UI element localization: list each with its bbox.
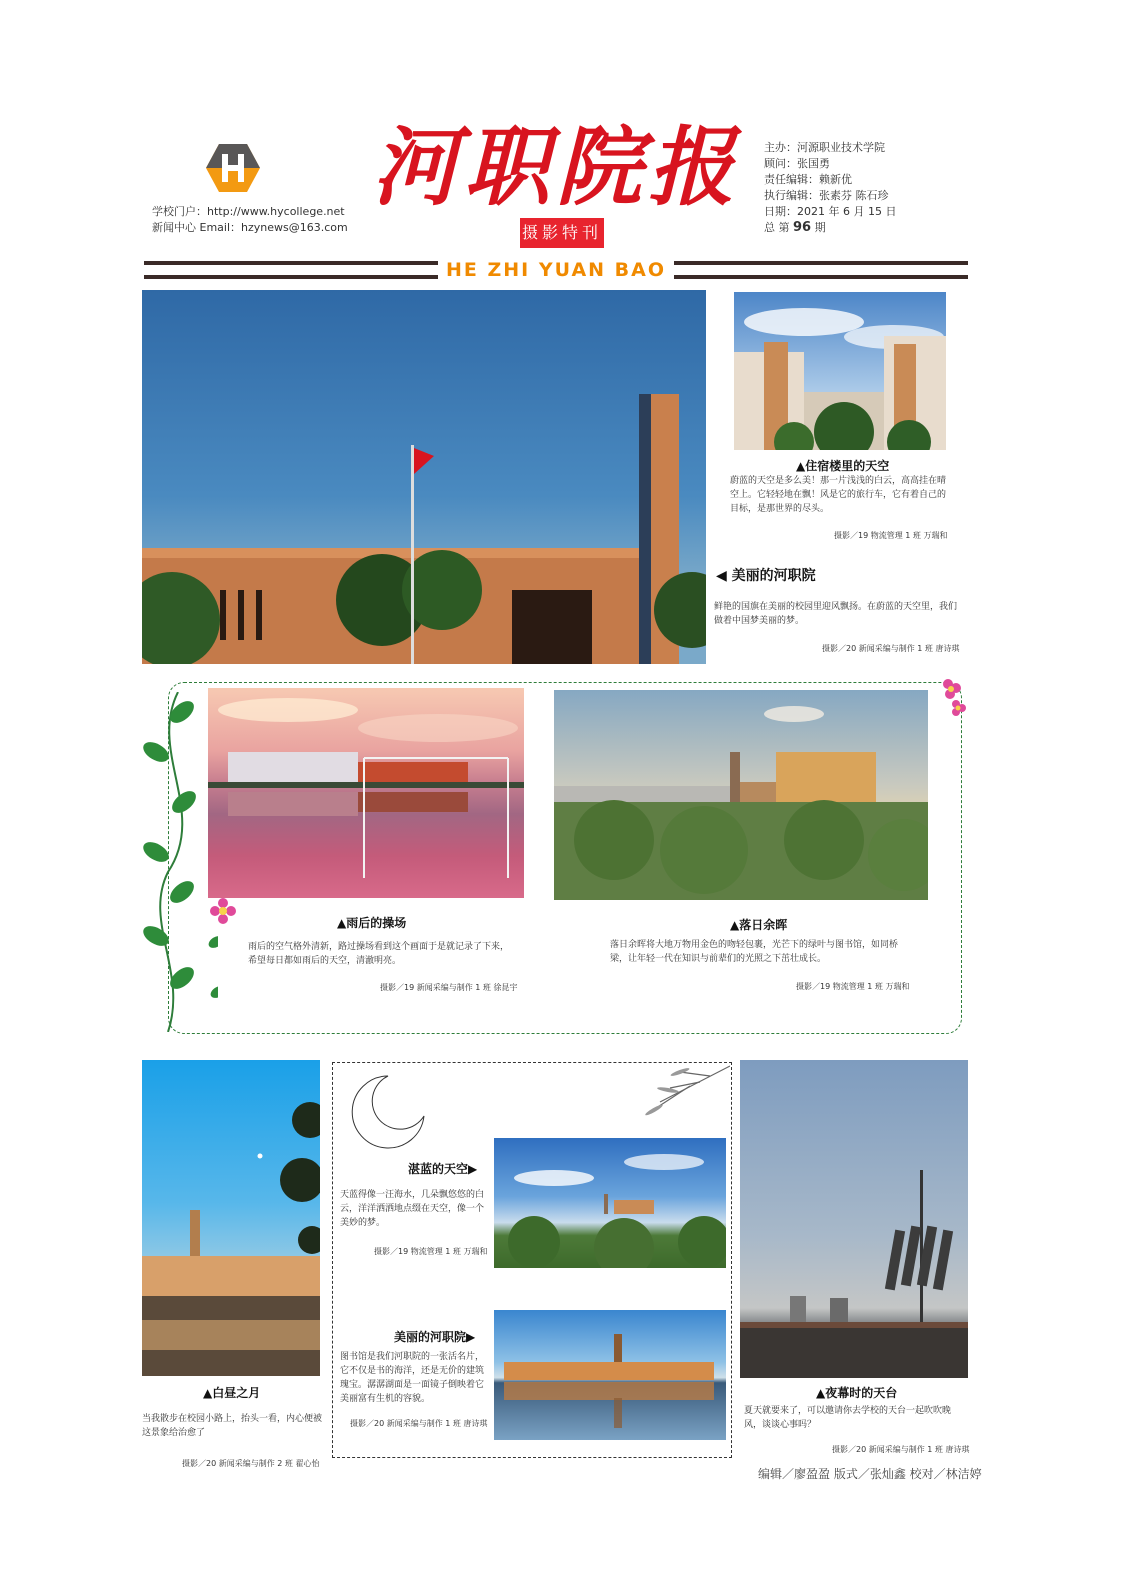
bamboo-decoration (640, 1062, 730, 1126)
school-portal: 学校门户：http://www.hycollege.net (152, 205, 345, 218)
vine-decoration (138, 692, 218, 1032)
moon-text: 当我散步在校园小路上，抬头一看，内心便被这景象给治愈了 (142, 1414, 323, 1438)
photo-daytime-moon (142, 1060, 320, 1376)
banner-bar (144, 258, 968, 282)
info-issue (764, 220, 896, 236)
flower-left-icon (210, 898, 236, 924)
blue-sky-text: 天蓝得像一汪海水，几朵飘悠悠的白云，洋洋洒洒地点缀在天空，像一个美妙的梦。 (340, 1190, 485, 1228)
dorm-caption: ▲住宿楼里的天空 (796, 459, 890, 473)
masthead-title: 河职院报 (372, 117, 740, 218)
info-exec-editor: 执行编辑：张素芬 陈石珍 (764, 189, 889, 202)
library-caption: 美丽的河职院▶ (394, 1330, 476, 1344)
photo-rooftop-night (740, 1060, 968, 1378)
info-date: 日期：2021 年 6 月 15 日 (764, 205, 897, 218)
logo-hexagon-icon (205, 142, 261, 194)
sunset-caption: ▲落日余晖 (730, 918, 788, 932)
info-sponsor: 主办：河源职业技术学院 (764, 141, 885, 154)
photo-rainy-playground (208, 688, 524, 898)
flower-right-icon (936, 678, 968, 718)
moon-caption: ▲白昼之月 (203, 1386, 261, 1400)
campus-text: 鲜艳的国旗在美丽的校园里迎风飘扬。在蔚蓝的天空里，我们做着中国梦美丽的梦。 (714, 602, 958, 626)
library-text: 图书馆是我们河职院的一张活名片，它不仅是书的海洋，还是无价的建筑瑰宝。潺潺湖面是一面镜子倒映着它美丽富有生机的容貌。 (340, 1352, 485, 1404)
banner-text: HE ZHI YUAN BAO (438, 259, 674, 281)
dorm-credit: 摄影／19 物流管理 1 班 万瑞和 (834, 531, 948, 540)
staff-credits: 编辑／廖盈盈 版式／张灿鑫 校对／林洁婷 (758, 1467, 982, 1481)
rooftop-credit: 摄影／20 新闻采编与制作 1 班 唐诗琪 (832, 1445, 970, 1454)
photo-sunset-glow (554, 690, 928, 900)
news-email: 新闻中心 Email：hzynews@163.com (152, 221, 348, 234)
campus-credit: 摄影／20 新闻采编与制作 1 班 唐诗琪 (822, 644, 960, 653)
info-advisor: 顾问：张国勇 (764, 157, 830, 170)
playground-text: 雨后的空气格外清新，路过操场看到这个画面于是就记录了下来，希望每日都如雨后的天空，清澈明亮。 (248, 942, 510, 966)
rooftop-text: 夏天就要来了，可以邀请你去学校的天台一起吹吹晚风，谈谈心事吗？ (744, 1406, 952, 1430)
photo-library-flag (142, 290, 706, 664)
photo-azure-sky (494, 1138, 726, 1268)
library-credit: 摄影／20 新闻采编与制作 1 班 唐诗琪 (350, 1419, 488, 1428)
info-editor: 责任编辑：赖新优 (764, 173, 852, 186)
photo-library-reflection (494, 1310, 726, 1440)
campus-caption: ◀ 美丽的河职院 (716, 568, 816, 584)
blue-sky-caption: 湛蓝的天空▶ (408, 1162, 478, 1176)
playground-credit: 摄影／19 新闻采编与制作 1 班 徐昆宇 (380, 983, 518, 992)
crescent-moon-icon (348, 1072, 428, 1152)
moon-credit: 摄影／20 新闻采编与制作 2 班 翟心怡 (182, 1459, 320, 1468)
rooftop-caption: ▲夜幕时的天台 (816, 1386, 898, 1400)
masthead-info (764, 140, 896, 236)
sunset-text: 落日余晖将大地万物用金色的吻轻包裹，光芒下的绿叶与图书馆，如同桥梁，让年轻一代在知识与前辈们的光照之下茁壮成长。 (610, 940, 899, 964)
blue-sky-credit: 摄影／19 物流管理 1 班 万瑞和 (374, 1247, 488, 1256)
photo-dormitory-sky (734, 292, 946, 450)
special-issue-badge: 摄影特刊 (520, 218, 604, 248)
issue-suffix: 期 (814, 221, 826, 234)
issue-prefix: 总 第 (764, 221, 790, 234)
playground-caption: ▲雨后的操场 (337, 916, 407, 930)
issue-number: 96 (793, 220, 812, 235)
sunset-credit: 摄影／19 物流管理 1 班 万瑞和 (796, 982, 910, 991)
dorm-text: 蔚蓝的天空是多么美！那一片浅浅的白云，高高挂在晴空上。它轻轻地在飘！风是它的旅行车，它有着自己的目标，是那世界的尽头。 (730, 476, 947, 514)
school-logo (205, 142, 261, 194)
